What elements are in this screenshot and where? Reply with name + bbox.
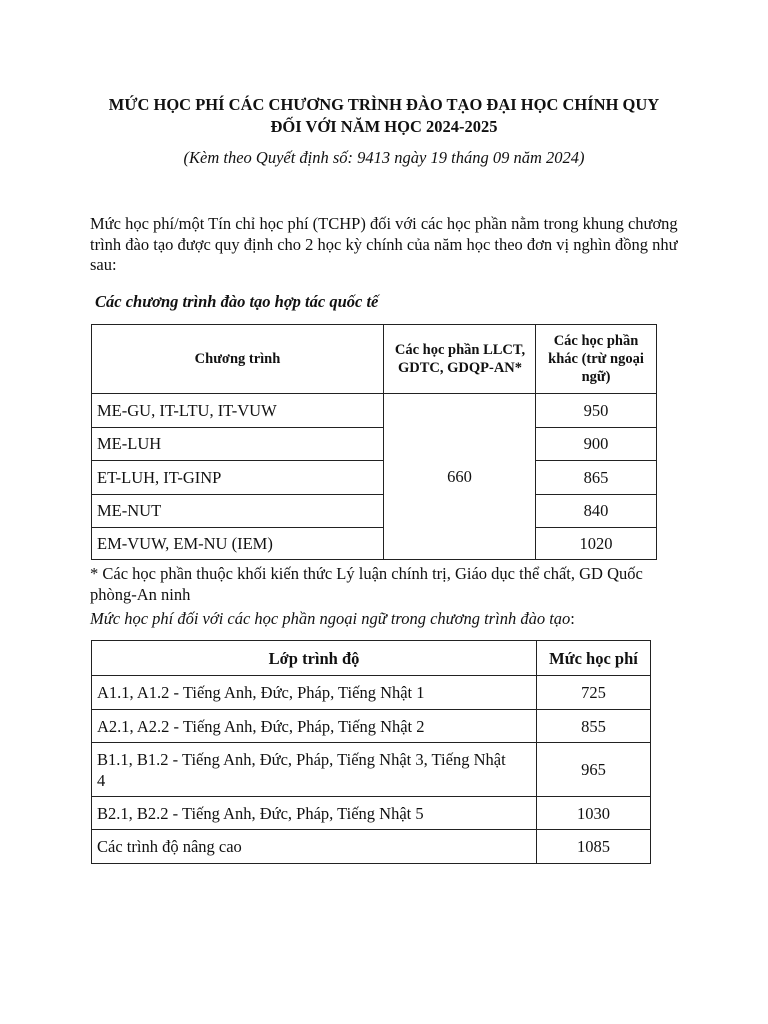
footnote: * Các học phần thuộc khối kiến thức Lý luận chính trị, Giáo dục thể chất, GD Quốc phòng-An ninh — [90, 564, 643, 604]
header-llct: Các học phần LLCT, GDTC, GDQP-AN* — [394, 342, 526, 376]
language-fee-table — [91, 640, 651, 864]
program-name: ME-LUH — [97, 434, 162, 453]
level-name: B2.1, B2.2 - Tiếng Anh, Đức, Pháp, Tiếng Nhật 5 — [97, 803, 424, 823]
header-other: Các học phần khác (trừ ngoại ngữ) — [548, 333, 644, 385]
header-fee: Mức học phí — [549, 648, 638, 668]
level-fee: 965 — [581, 760, 606, 779]
document-title — [60, 94, 708, 138]
level-fee: 725 — [581, 683, 606, 702]
section2-text: Mức học phí đối với các học phần ngoại ngữ trong chương trình đào tạo — [90, 609, 571, 628]
level-name: A2.1, A2.2 - Tiếng Anh, Đức, Pháp, Tiếng Nhật 2 — [97, 716, 425, 736]
title-line-1: MỨC HỌC PHÍ CÁC CHƯƠNG TRÌNH ĐÀO TẠO ĐẠI HỌC CHÍNH QUY — [108, 95, 660, 114]
section2-colon: : — [570, 609, 575, 628]
level-name: B1.1, B1.2 - Tiếng Anh, Đức, Pháp, Tiếng Nhật 3, Tiếng Nhật 4 — [97, 749, 506, 790]
section-heading-international: Các chương trình đào tạo hợp tác quốc tế — [95, 292, 379, 311]
level-name: A1.1, A1.2 - Tiếng Anh, Đức, Pháp, Tiếng Nhật 1 — [97, 683, 425, 702]
level-name: Các trình độ nâng cao — [97, 837, 242, 856]
program-fee: 900 — [583, 434, 609, 453]
intro-paragraph: Mức học phí/một Tín chỉ học phí (TCHP) đối với các học phần nằm trong khung chương trình đào tạo được quy định cho 2 học kỳ chính của năm học theo đơn vị nghìn đồng như sau: — [90, 214, 678, 274]
level-fee: 855 — [581, 716, 606, 736]
header-program: Chương trình — [194, 351, 281, 367]
program-name: ME-GU, IT-LTU, IT-VUW — [97, 400, 277, 420]
program-fee: 840 — [583, 501, 609, 520]
program-name: EM-VUW, EM-NU (IEM) — [97, 533, 273, 553]
program-name: ME-NUT — [97, 501, 162, 520]
program-fee: 865 — [583, 467, 609, 487]
merged-llct-fee: 660 — [447, 466, 472, 486]
program-fee-table — [91, 324, 657, 560]
title-line-2: ĐỐI VỚI NĂM HỌC 2024-2025 — [270, 117, 498, 136]
level-fee: 1085 — [577, 837, 610, 856]
document-subtitle: (Kèm theo Quyết định số: 9413 ngày 19 tháng 09 năm 2024) — [183, 148, 585, 167]
header-level: Lớp trình độ — [268, 648, 360, 668]
program-fee: 950 — [583, 400, 609, 420]
program-fee: 1020 — [579, 533, 613, 553]
program-name: ET-LUH, IT-GINP — [97, 467, 222, 487]
level-fee: 1030 — [577, 803, 610, 823]
section-heading-language — [90, 609, 575, 629]
